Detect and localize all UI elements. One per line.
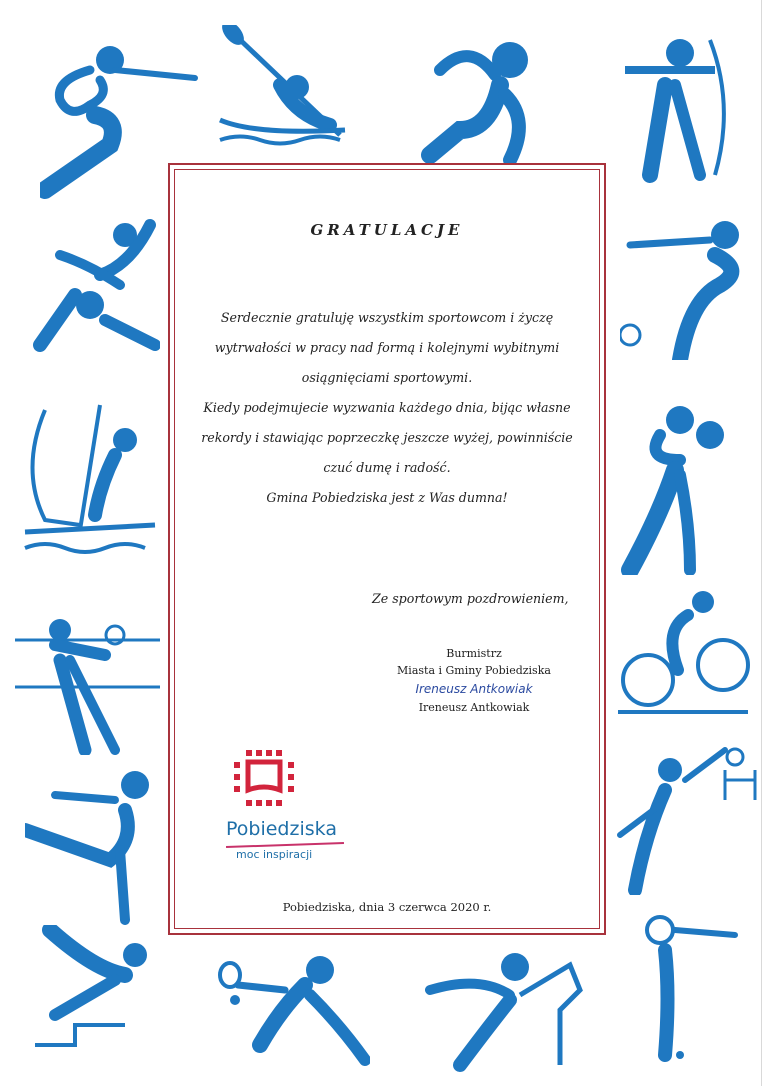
logo-tagline: moc inspiracji: [236, 848, 313, 861]
closing-line: Ze sportowym pozdrowieniem,: [372, 591, 569, 606]
archer-icon: [620, 35, 730, 185]
signature-block: [384, 645, 564, 716]
certificate-content: [170, 165, 604, 933]
certificate-frame: [168, 163, 606, 935]
kayaker-icon: [215, 25, 355, 155]
runner-icon: [420, 30, 550, 170]
windsurfer-icon: [20, 400, 160, 555]
golfer-icon: [635, 915, 745, 1065]
gymnast-icon: [25, 770, 165, 925]
volleyball-net-icon: [15, 615, 165, 755]
boxer-icon: [620, 405, 750, 575]
handwritten-signature: Ireneusz Antkowiak: [415, 682, 533, 696]
equestrian-icon: [420, 945, 590, 1075]
logo-emblem-icon: [226, 750, 296, 815]
swimmer-diving-icon: [35, 925, 165, 1055]
page-edge: [761, 0, 762, 1086]
volleyball-icon: [620, 220, 750, 360]
congratulations-text: [186, 303, 588, 513]
signatory-name: Ireneusz Antkowiak: [418, 701, 530, 714]
cyclist-icon: [618, 590, 753, 720]
date-line: Pobiedziska, dnia 3 czerwca 2020 r.: [282, 900, 492, 914]
paragraph-3: Gmina Pobiedziska jest z Was dumna!: [266, 490, 508, 505]
paragraph-2: Kiedy podejmujecie wyzwania każdego dnia, bijąc własne rekordy i stawiając poprzeczkę jeszcze wyżej, powinniście czuć dumę i radość.: [201, 400, 573, 475]
tennis-player-icon: [210, 955, 370, 1075]
judo-icon: [30, 215, 160, 355]
logo-name: Pobiedziska: [226, 818, 337, 840]
pobiedziska-logo: [226, 750, 356, 870]
signatory-role: Burmistrz: [446, 647, 502, 660]
certificate-title: GRATULACJE: [310, 221, 464, 239]
basketball-icon: [615, 745, 760, 895]
signatory-office: Miasta i Gminy Pobiedziska: [397, 664, 551, 677]
paragraph-1: Serdecznie gratuluję wszystkim sportowcom i życzę wytrwałości w pracy nad formą i kolejnymi wybitnymi osiągnięciami sportowymi.: [214, 310, 560, 385]
